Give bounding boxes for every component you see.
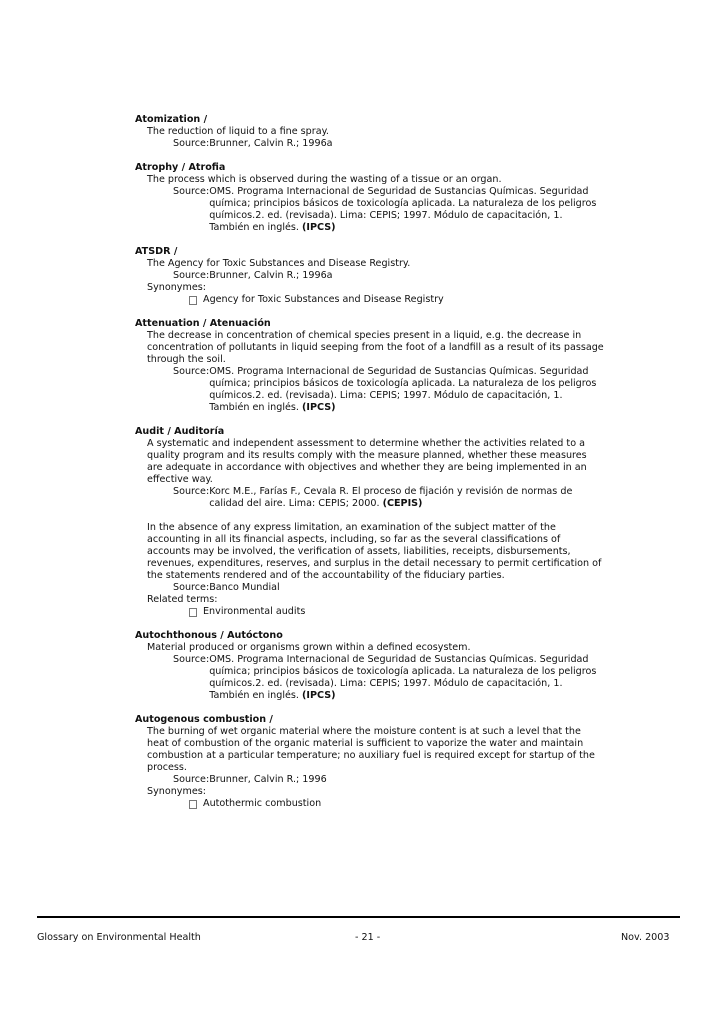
source-organization: (IPCS) bbox=[302, 690, 336, 701]
source-citation: Brunner, Calvin R.; 1996 bbox=[209, 774, 327, 785]
source-organization: (IPCS) bbox=[302, 402, 336, 413]
page-number: - 21 - bbox=[355, 932, 381, 943]
source-label: Source: bbox=[173, 774, 210, 785]
entry-term: Audit / Auditoría bbox=[135, 426, 225, 437]
entry-definition bbox=[135, 174, 605, 234]
entry-term: ATSDR / bbox=[135, 246, 178, 257]
source-text bbox=[209, 186, 605, 234]
source-text bbox=[209, 486, 605, 510]
glossary-entry bbox=[135, 246, 605, 306]
related-label: Related terms: bbox=[147, 594, 218, 605]
source-label: Source: bbox=[173, 186, 210, 197]
source-label: Source: bbox=[173, 270, 210, 281]
source-organization: (IPCS) bbox=[302, 222, 336, 233]
source-label: Source: bbox=[173, 486, 210, 497]
bullet-icon bbox=[189, 608, 197, 617]
related-term-text: Agency for Toxic Substances and Disease Registry bbox=[203, 294, 444, 305]
source-organization: (CEPIS) bbox=[382, 498, 423, 509]
entry-term: Autogenous combustion / bbox=[135, 714, 273, 725]
source-label: Source: bbox=[173, 138, 210, 149]
entry-term: Attenuation / Atenuación bbox=[135, 318, 271, 329]
bullet-icon bbox=[189, 296, 197, 305]
related-term-text: Environmental audits bbox=[203, 606, 306, 617]
source-label: Source: bbox=[173, 654, 210, 665]
source-line bbox=[147, 366, 605, 414]
glossary-entry bbox=[135, 318, 605, 414]
source-text bbox=[209, 138, 605, 150]
related-term-text: Autothermic combustion bbox=[203, 798, 322, 809]
entry-term: Atrophy / Atrofia bbox=[135, 162, 226, 173]
definition-text: The process which is observed during the wasting of a tissue or an organ. bbox=[147, 174, 502, 185]
definition-text: The decrease in concentration of chemical species present in a liquid, e.g. the decrease in concentration of pollutants in liquid seeping from the foot of a landfill as a result of its passage through the soil. bbox=[147, 330, 604, 365]
source-text bbox=[209, 582, 605, 594]
definition-text: The burning of wet organic material where the moisture content is at such a level that the heat of combustion of the organic material is sufficient to vaporize the water and maintain combustion at a particular temperature; no auxiliary fuel is required except for startup of the process. bbox=[147, 726, 595, 773]
source-citation: Brunner, Calvin R.; 1996a bbox=[209, 138, 333, 149]
related-term bbox=[135, 606, 605, 618]
entry-definition bbox=[135, 330, 605, 414]
footer-date: Nov. 2003 bbox=[621, 932, 670, 943]
source-citation: OMS. Programa Internacional de Seguridad de Sustancias Químicas. Seguridad química; principios básicos de toxicología aplicada. La naturaleza de los peligros químicos.2. ed. (revisada). Lima: CEPIS; 1997. Módulo de capacitación, 1. También en inglés. bbox=[209, 654, 597, 701]
source-line bbox=[147, 654, 605, 702]
entry-definition bbox=[135, 726, 605, 786]
bullet-icon bbox=[189, 800, 197, 809]
entry-definition bbox=[135, 126, 605, 150]
definition-text: In the absence of any express limitation, an examination of the subject matter of the accounting in all its financial aspects, including, so far as the several classifications of accounts may be involved, the verification of assets, liabilities, receipts, disbursements, revenues, expenditures, reserves, and surplus in the detail necessary to permit certification of the statements rendered and of the accountability of the fiduciary parties. bbox=[147, 522, 602, 581]
source-line bbox=[147, 582, 605, 594]
source-citation: Banco Mundial bbox=[209, 582, 280, 593]
source-line bbox=[147, 774, 605, 786]
source-text bbox=[209, 270, 605, 282]
entry-term: Atomization / bbox=[135, 114, 208, 125]
source-citation: Brunner, Calvin R.; 1996a bbox=[209, 270, 333, 281]
source-line bbox=[147, 270, 605, 282]
related-term bbox=[135, 798, 605, 810]
related-term bbox=[135, 294, 605, 306]
footer-title: Glossary on Environmental Health bbox=[37, 932, 201, 943]
source-line bbox=[147, 186, 605, 234]
entry-definition bbox=[135, 642, 605, 702]
definition-text: A systematic and independent assessment to determine whether the activities related to a quality program and its results comply with the measure planned, whether these measures are adequate in accordance with objectives and whether they are being implemented in an effective way. bbox=[147, 438, 587, 485]
glossary-entry bbox=[135, 114, 605, 150]
source-label: Source: bbox=[173, 366, 210, 377]
related-label: Synonymes: bbox=[147, 786, 206, 797]
definition-text: The reduction of liquid to a fine spray. bbox=[147, 126, 329, 137]
source-citation: Korc M.E., Farías F., Cevala R. El proceso de fijación y revisión de normas de calidad del aire. Lima: CEPIS; 2000. bbox=[209, 486, 573, 509]
glossary-entry bbox=[135, 630, 605, 702]
source-line bbox=[147, 138, 605, 150]
source-citation: OMS. Programa Internacional de Seguridad de Sustancias Químicas. Seguridad química; principios básicos de toxicología aplicada. La naturaleza de los peligros químicos.2. ed. (revisada). Lima: CEPIS; 1997. Módulo de capacitación, 1. También en inglés. bbox=[209, 186, 597, 233]
related-label: Synonymes: bbox=[147, 282, 206, 293]
source-citation: OMS. Programa Internacional de Seguridad de Sustancias Químicas. Seguridad química; principios básicos de toxicología aplicada. La naturaleza de los peligros químicos.2. ed. (revisada). Lima: CEPIS; 1997. Módulo de capacitación, 1. También en inglés. bbox=[209, 366, 597, 413]
source-text bbox=[209, 654, 605, 702]
glossary-entry bbox=[135, 714, 605, 810]
glossary-entry bbox=[135, 162, 605, 234]
entry-definition bbox=[135, 522, 605, 594]
entry-term: Autochthonous / Autóctono bbox=[135, 630, 283, 641]
definition-text: Material produced or organisms grown within a defined ecosystem. bbox=[147, 642, 471, 653]
entry-definition bbox=[135, 438, 605, 510]
source-text bbox=[209, 774, 605, 786]
entry-definition bbox=[135, 258, 605, 282]
source-text bbox=[209, 366, 605, 414]
footer-divider bbox=[37, 916, 680, 918]
definition-text: The Agency for Toxic Substances and Disease Registry. bbox=[147, 258, 411, 269]
source-label: Source: bbox=[173, 582, 210, 593]
glossary-entry bbox=[135, 426, 605, 618]
glossary-content bbox=[135, 114, 605, 822]
source-line bbox=[147, 486, 605, 510]
